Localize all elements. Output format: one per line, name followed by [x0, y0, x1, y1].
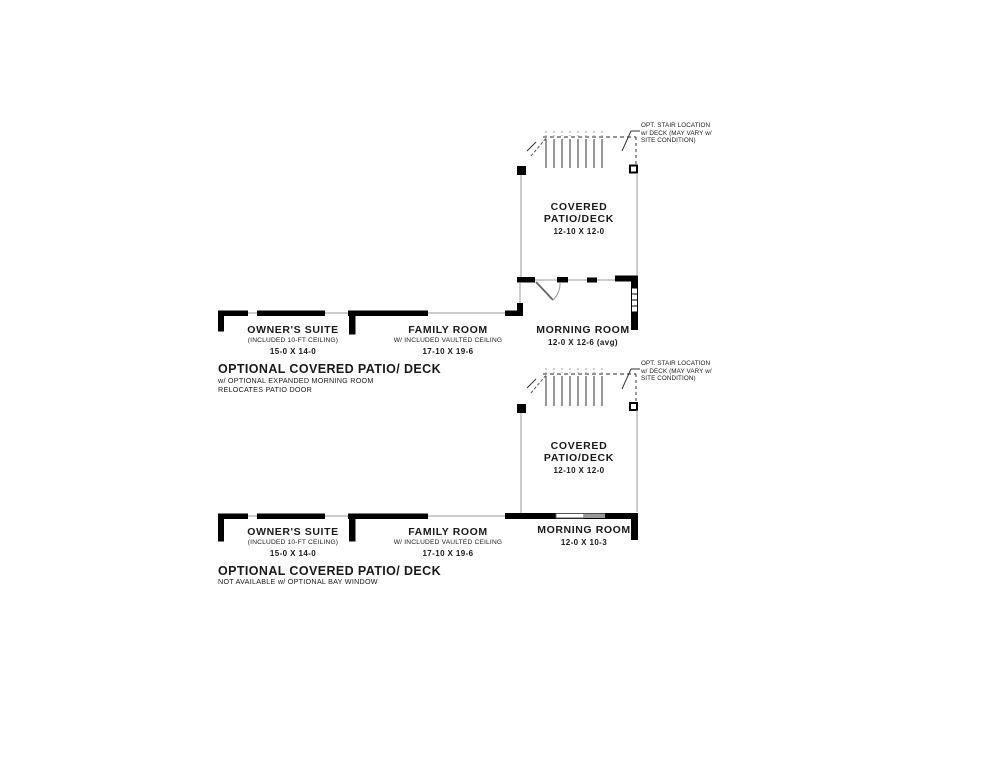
- subtitle-line: w/ OPTIONAL EXPANDED MORNING ROOM: [218, 376, 374, 385]
- room-name: OWNER'S SUITE: [247, 324, 339, 336]
- plan-a-stair-note: [641, 122, 712, 145]
- plan-a-patio-label: [544, 201, 614, 236]
- plan-a-patio-door: [536, 282, 560, 300]
- patio-dims: 12-10 X 12-0: [553, 466, 605, 475]
- plan-a-stairs: [527, 131, 636, 168]
- patio-name: COVERED: [550, 201, 608, 213]
- plan-a-owners-suite-label: [247, 324, 338, 356]
- patio-name: PATIO/DECK: [543, 213, 615, 225]
- stair-note-line: OPT. STAIR LOCATION: [641, 122, 711, 129]
- plan-a-stair-leader-line: [622, 131, 640, 151]
- subtitle-line: RELOCATES PATIO DOOR: [218, 384, 313, 394]
- patio-name: COVERED: [550, 440, 608, 452]
- plan-b-owners-suite-label: [247, 526, 338, 558]
- room-note: W/ INCLUDED VAULTED CEILING: [393, 337, 503, 344]
- plan-a-deck-posts: [517, 166, 637, 176]
- plan-b-morning-room-label: [537, 524, 631, 547]
- stair-note-line: OPT. STAIR LOCATION: [641, 360, 711, 367]
- stair-note-line: SITE CONDITION): [641, 137, 696, 145]
- room-name: OWNER'S SUITE: [247, 526, 339, 538]
- plan-b-stairs: [527, 368, 636, 406]
- plan-a-family-room-label: [394, 324, 502, 356]
- plan-a-title: OPTIONAL COVERED PATIO/ DECK: [218, 362, 442, 376]
- plan-b-stair-note: [641, 360, 712, 383]
- stair-note-line: w/ DECK (MAY VARY w/: [641, 129, 712, 137]
- plan-b-title: OPTIONAL COVERED PATIO/ DECK: [218, 564, 442, 578]
- plan-a-side-window: [631, 288, 638, 312]
- plan-b-deck-posts: [517, 403, 637, 413]
- room-dims: 15-0 X 14-0: [269, 347, 317, 356]
- room-dims: 17-10 X 19-6: [422, 549, 474, 558]
- stair-note-line: SITE CONDITION): [641, 375, 696, 383]
- patio-name: PATIO/DECK: [543, 452, 615, 464]
- plan-b-patio-label: [544, 440, 614, 475]
- room-name: MORNING ROOM: [537, 524, 631, 536]
- room-note: (INCLUDED 10-FT CEILING): [247, 337, 339, 344]
- room-dims: 12-0 X 10-3: [560, 538, 608, 547]
- plan-b-rear-window: [556, 514, 605, 519]
- room-dims: 15-0 X 14-0: [269, 549, 317, 558]
- room-dims: 17-10 X 19-6: [422, 347, 474, 356]
- room-note: (INCLUDED 10-FT CEILING): [247, 539, 339, 546]
- plan-a-morning-room-label: [536, 324, 630, 347]
- room-name: MORNING ROOM: [536, 324, 630, 336]
- subtitle-line: NOT AVAILABLE w/ OPTIONAL BAY WINDOW: [218, 577, 378, 586]
- plan-b-subtitle: [218, 578, 378, 587]
- room-name: FAMILY ROOM: [408, 324, 488, 336]
- patio-dims: 12-10 X 12-0: [553, 227, 605, 236]
- stair-note-line: w/ DECK (MAY VARY w/: [641, 367, 712, 375]
- plan-a-subtitle: [218, 377, 374, 394]
- plan-b-stair-leader-line: [622, 369, 640, 389]
- room-note: W/ INCLUDED VAULTED CEILING: [393, 539, 503, 546]
- plan-b-family-room-label: [394, 526, 502, 558]
- room-dims: 12-0 X 12-6 (avg): [548, 338, 618, 347]
- room-name: FAMILY ROOM: [408, 526, 488, 538]
